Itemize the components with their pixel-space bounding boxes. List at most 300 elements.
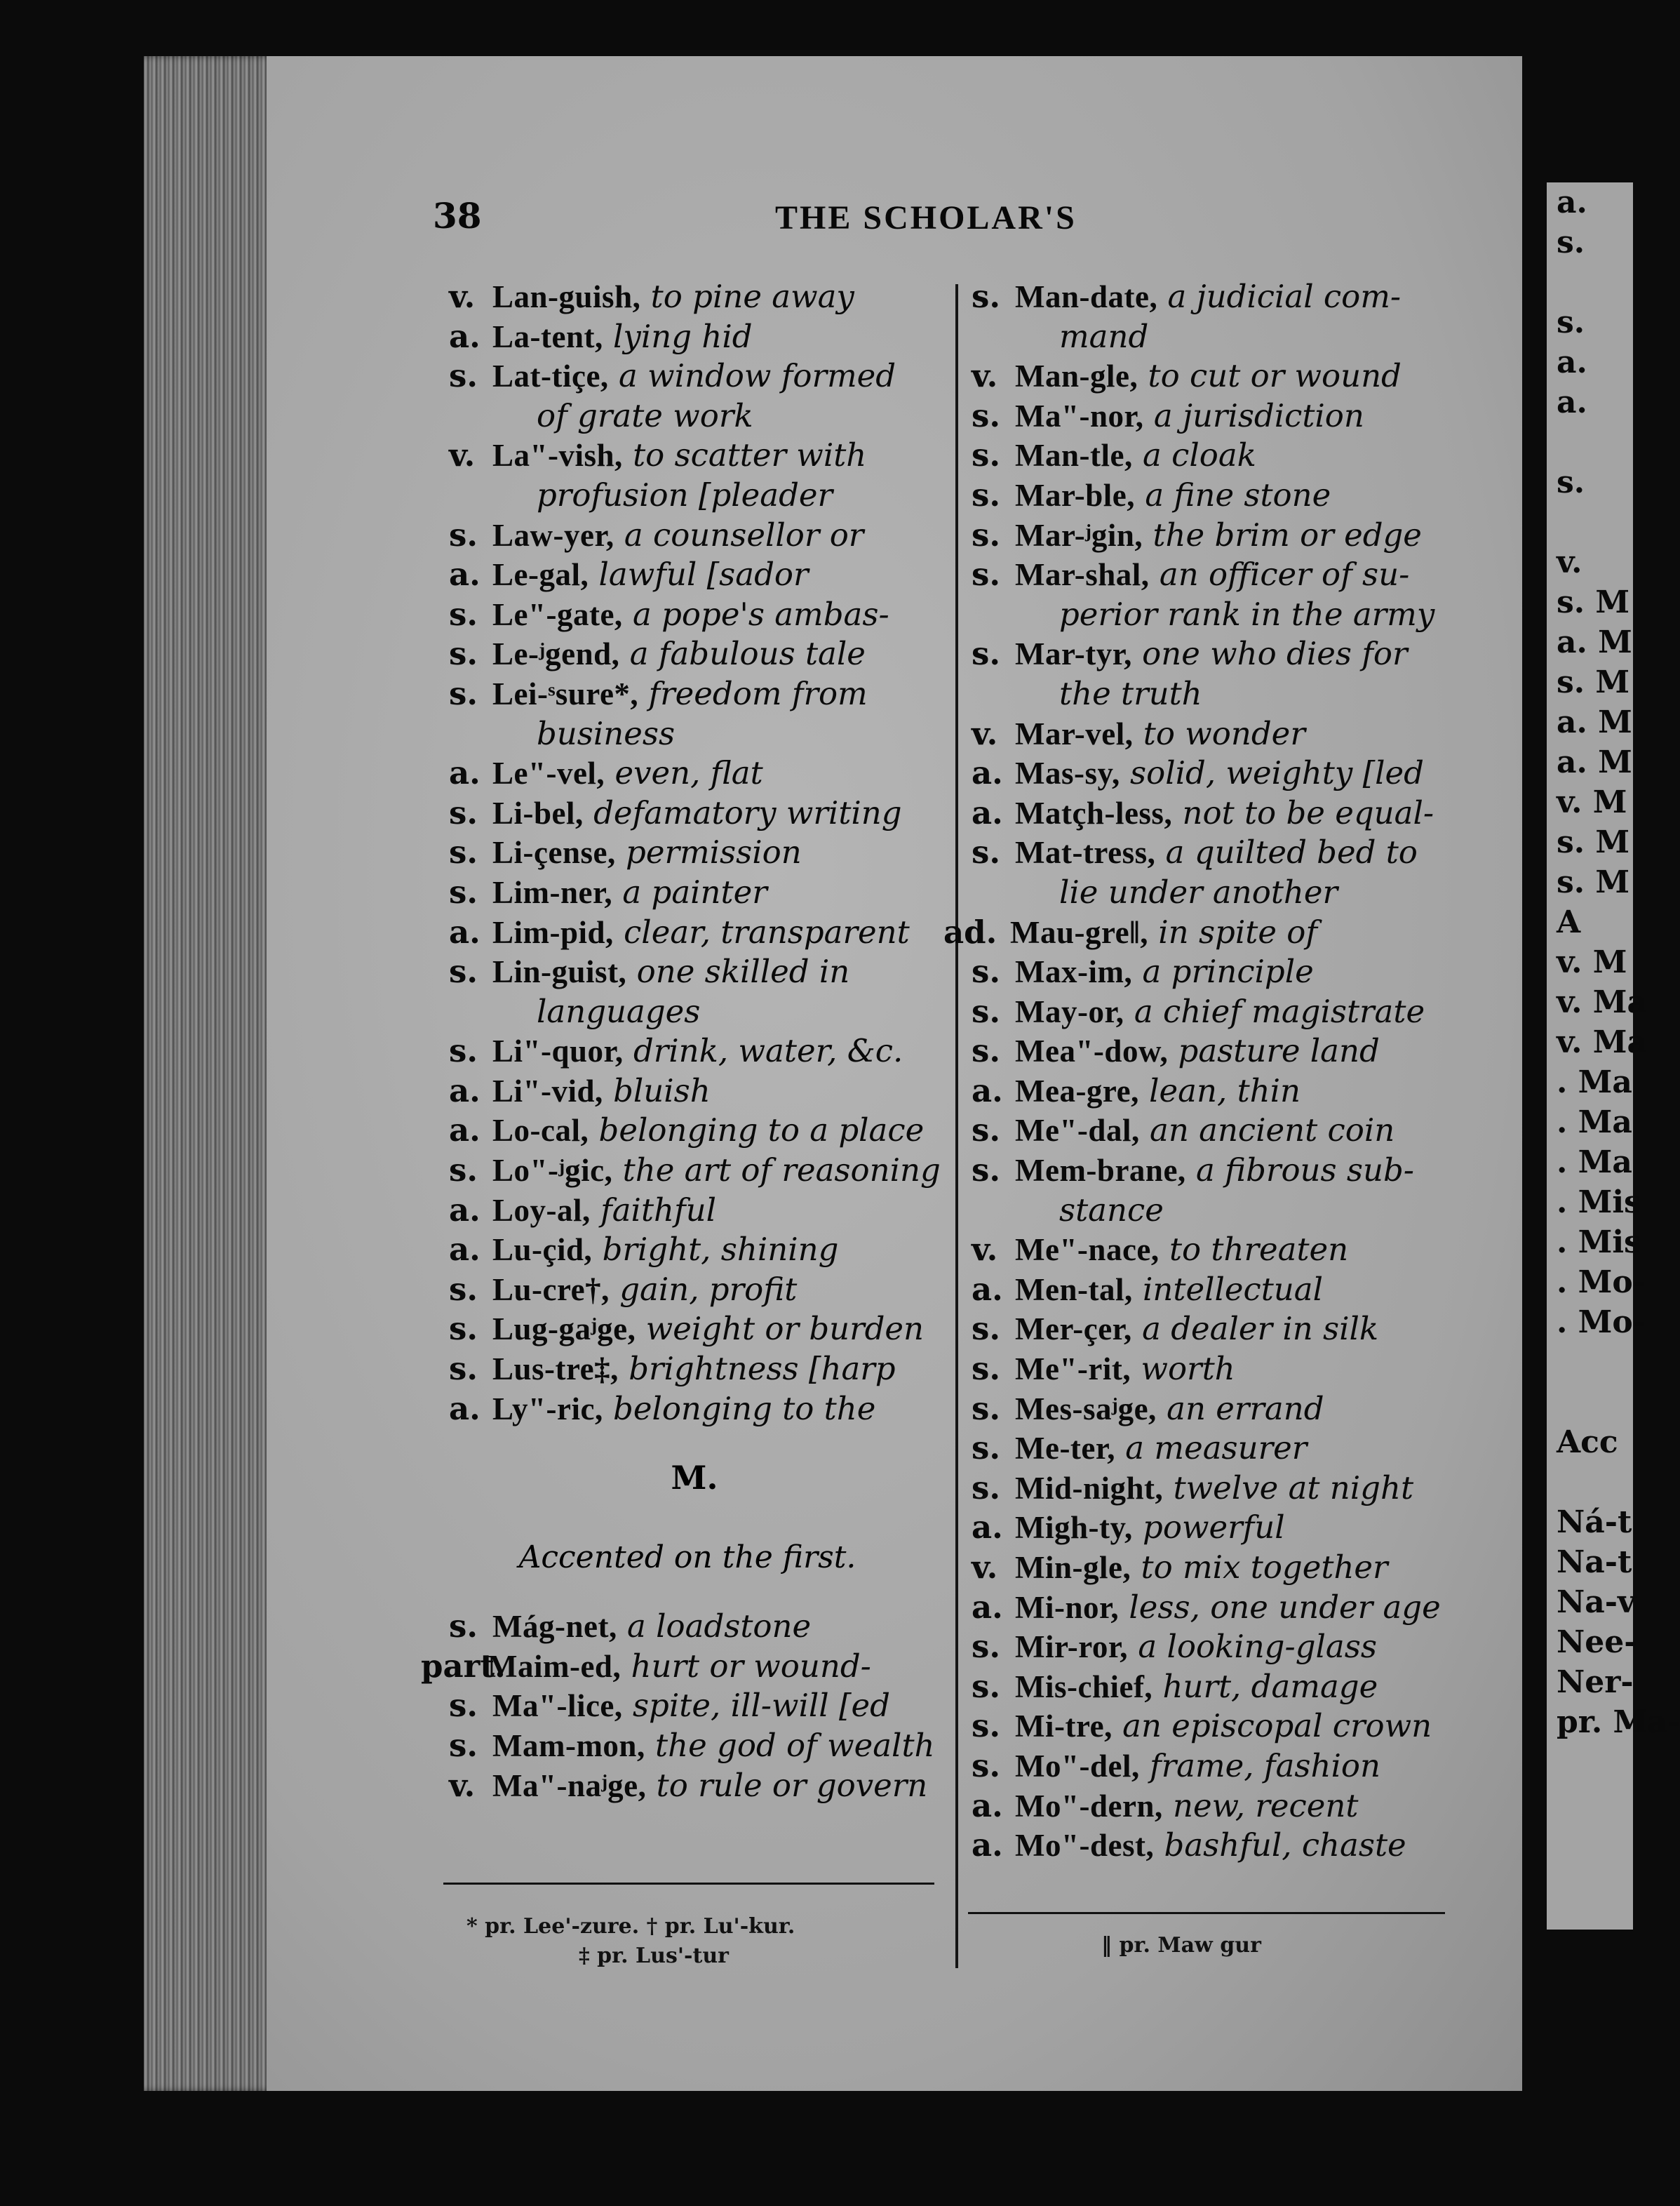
part-of-speech: s. [972,1469,1001,1506]
dictionary-entry [449,1686,954,1726]
headword: Ma"-naʲge, [492,1767,647,1803]
adjacent-page-text: . Mis [1557,1224,1641,1260]
definition: lawful [sador [589,556,809,594]
adjacent-page-text [1547,502,1633,542]
part-of-speech: a. [449,317,481,355]
definition: clear, transparent [613,913,910,951]
headword: Lu-çid, [492,1232,593,1268]
part-of-speech: s. [449,635,478,673]
part-of-speech: s. [972,476,1001,514]
dictionary-entry [972,1667,1463,1707]
adjacent-page-text: a. M [1557,704,1632,740]
part-of-speech: s. [449,834,478,871]
definition: to threaten [1159,1231,1349,1269]
adjacent-page-text: v. Ma [1557,984,1647,1020]
part-of-speech: a. [972,1786,1003,1824]
part-of-speech: a. [449,1071,481,1109]
dictionary-entry [972,1588,1463,1628]
dictionary-entry [972,1270,1463,1310]
headword: La"-vish, [492,438,623,474]
adjacent-page-text [1547,262,1633,302]
dictionary-entry [449,754,954,794]
dictionary-entry [972,1111,1463,1151]
adjacent-page-text [1547,1382,1633,1422]
adjacent-page-text: Nee- [1557,1624,1637,1660]
headword: Lug-gaʲge, [492,1311,636,1347]
headword: Mo"-dest, [1015,1828,1155,1864]
part-of-speech: a. [972,1071,1003,1109]
adjacent-page-text: a. [1557,345,1587,380]
definition: to rule or govern [646,1766,928,1804]
part-of-speech: v. [972,714,998,752]
adjacent-page-text: . Ma [1557,1064,1632,1100]
definition: the god of wealth [645,1727,935,1764]
dictionary-entry [972,1746,1463,1786]
definition: a window formed [608,357,896,395]
definition: to cut or wound [1138,357,1402,395]
dictionary-entry [972,1548,1463,1588]
adjacent-page-text: s. M [1557,824,1630,860]
part-of-speech: s. [449,516,478,554]
part-of-speech: s. [449,794,478,831]
definition: a fibrous sub- [1185,1151,1414,1189]
definition: the brim or edge [1143,516,1422,554]
headword: Le"-vel, [492,756,605,791]
part-of-speech: s. [972,396,1001,434]
headword: Mea"-dow, [1015,1034,1169,1069]
headword: Mam-mon, [492,1728,645,1763]
footnote-right: ‖ pr. Maw gur [1101,1933,1261,1958]
entry-continuation: perior rank in the army [1059,595,1435,633]
definition: weight or burden [636,1310,925,1348]
definition: bashful, chaste [1154,1826,1406,1864]
part-of-speech: v. [449,436,476,474]
part-of-speech: s. [449,1032,478,1070]
part-of-speech: a. [972,1826,1003,1864]
headword: Mir-ror, [1015,1629,1129,1665]
definition: a principle [1132,953,1314,991]
section-subtitle: Accented on the first. [518,1539,856,1576]
dictionary-entry [449,634,954,674]
headword: Le-ʲgend, [492,636,620,672]
dictionary-entry [972,1071,1463,1111]
adjacent-page-text: . Ma [1557,1104,1632,1140]
definition: a loadstone [617,1607,812,1645]
part-of-speech: s. [449,674,478,712]
headword: Me"-dal, [1015,1113,1140,1149]
dictionary-entry [449,913,954,953]
definition: a pope's ambas- [622,595,889,633]
dictionary-entry [972,754,1463,794]
part-of-speech: a. [449,1111,481,1149]
definition: spite, ill-will [ed [622,1687,890,1725]
dictionary-entry [972,1627,1463,1667]
page-title: THE SCHOLAR'S [775,199,1077,236]
headword: Men-tal, [1015,1271,1133,1307]
dictionary-entry [449,1031,954,1071]
left-column [421,277,954,1805]
headword: Mar-ble, [1015,477,1136,513]
definition: belonging to the [603,1389,876,1427]
entry-continuation: mand [1059,317,1149,355]
headword: Matçh-less, [1015,795,1173,831]
adjacent-page-text: s. [1557,225,1585,260]
dictionary-entry [972,356,1463,396]
headword: Mas-sy, [1015,756,1120,791]
definition: a counsellor or [614,516,864,554]
part-of-speech: s. [449,1350,478,1388]
headword: Man-gle, [1015,359,1138,394]
definition: twelve at night [1163,1469,1414,1506]
part-of-speech: a. [449,1231,481,1269]
part-of-speech: s. [972,1628,1001,1666]
part-of-speech: s. [449,1727,478,1764]
adjacent-page-text: a. [1557,185,1587,220]
definition: new, recent [1162,1786,1359,1824]
dictionary-entry [972,1031,1463,1071]
part-of-speech: s. [449,1270,478,1308]
part-of-speech: s. [972,278,1001,315]
part-of-speech: s. [972,556,1001,594]
definition: even, flat [605,754,763,792]
dictionary-entry [972,1508,1463,1548]
part-of-speech: s. [972,436,1001,474]
dictionary-entry [972,476,1463,516]
definition: a judicial com- [1157,278,1402,315]
adjacent-page-text: . Ma [1557,1144,1632,1180]
headword: Lim-pid, [492,914,614,950]
dictionary-entry [972,277,1463,317]
definition: powerful [1132,1509,1285,1546]
adjacent-page-text: v. M [1557,784,1627,820]
headword: Me"-nace, [1015,1232,1160,1268]
dictionary-entry [449,1766,954,1806]
adjacent-page-text [1547,422,1633,462]
dictionary-entry [972,1706,1463,1746]
headword: Lus-tre‡, [492,1351,619,1387]
headword: Mi-nor, [1015,1589,1120,1625]
definition: not to be equal- [1172,794,1434,831]
headword: Min-gle, [1015,1550,1131,1585]
dictionary-entry [449,1191,954,1231]
headword: Me-ter, [1015,1431,1115,1466]
definition: a quilted bed to [1155,834,1418,871]
part-of-speech: s. [972,953,1001,991]
adjacent-page-text: v. M [1557,944,1627,980]
definition: a looking-glass [1128,1628,1377,1666]
dictionary-entry [449,277,954,317]
part-of-speech: s. [972,1151,1001,1189]
part-of-speech: s. [449,953,478,991]
part-of-speech: s. [972,1350,1001,1388]
footnote-line: ‡ pr. Lus'-tur [579,1944,729,1968]
part-of-speech: a. [972,1588,1003,1626]
part-of-speech: s. [972,516,1001,554]
dictionary-entry [972,1826,1463,1866]
headword: May-or, [1015,994,1124,1029]
dictionary-entry [421,1647,954,1687]
headword: Loy-al, [492,1192,591,1228]
headword: Mar-ʲgin, [1015,517,1143,553]
part-of-speech: s. [972,1032,1001,1070]
dictionary-entry [943,913,1463,953]
definition: solid, weighty [led [1120,754,1424,792]
definition: a jurisdiction [1143,396,1364,434]
adjacent-page-text: s. [1557,305,1585,340]
part-of-speech: s. [972,1746,1001,1784]
definition: less, one under age [1119,1588,1441,1626]
dictionary-entry [449,1230,954,1270]
headword: Migh-ty, [1015,1510,1133,1546]
part-of-speech: s. [972,1707,1001,1745]
dictionary-entry [449,1389,954,1429]
headword: Lin-guist, [492,954,627,990]
definition: hurt or wound- [621,1647,871,1685]
part-of-speech: v. [449,278,476,315]
entry-continuation: the truth [1059,674,1202,712]
dictionary-entry [972,992,1463,1032]
part-of-speech: a. [449,556,481,594]
definition: worth [1131,1350,1235,1388]
adjacent-page-text: . Mo- [1557,1304,1646,1340]
dictionary-entry [972,1389,1463,1429]
headword: Me"-rit, [1015,1351,1131,1387]
definition: bluish [603,1071,711,1109]
entry-continuation: stance [1059,1191,1164,1229]
part-of-speech: s. [449,595,478,633]
headword: Mo"-dern, [1015,1788,1163,1824]
dictionary-entry [972,1151,1463,1191]
definition: the art of reasoning [612,1151,941,1189]
dictionary-entry [449,952,954,992]
headword: Mea-gre, [1015,1073,1139,1109]
part-of-speech: a. [972,1270,1003,1308]
dictionary-entry [449,317,954,357]
part-of-speech: a. [449,1191,481,1229]
dictionary-entry [972,436,1463,476]
dictionary-entry [449,833,954,873]
headword: Mis-chief, [1015,1669,1153,1704]
dictionary-entry [972,952,1463,992]
headword: Mer-çer, [1015,1311,1132,1347]
definition: an errand [1156,1389,1324,1427]
dictionary-entry [972,1230,1463,1270]
adjacent-page-text: . Mo- [1557,1264,1646,1300]
dictionary-entry [972,634,1463,674]
headword: Lim-ner, [492,874,613,910]
definition: intellectual [1132,1270,1323,1308]
part-of-speech: a. [972,754,1003,792]
headword: Man-date, [1015,279,1158,314]
adjacent-page-text: v. [1557,544,1582,580]
adjacent-page-text: pr. Ma- [1557,1704,1680,1740]
dictionary-entry [972,1786,1463,1826]
definition: permission [615,834,802,871]
headword: Mem-brane, [1015,1153,1186,1189]
footnote-rule [968,1912,1445,1914]
part-of-speech: part. [421,1647,506,1685]
part-of-speech: a. [449,1389,481,1427]
definition: to wonder [1133,714,1305,752]
definition: an officer of su- [1149,556,1410,594]
definition: an ancient coin [1139,1111,1395,1149]
adjacent-page-text: Na-v [1557,1584,1636,1620]
footnote-rule [443,1883,934,1885]
dictionary-entry [972,516,1463,556]
adjacent-page-text: s. M [1557,664,1630,700]
entry-continuation: of grate work [537,396,753,434]
dictionary-entry [972,555,1463,595]
dictionary-entry [449,1270,954,1310]
part-of-speech: s. [972,1429,1001,1467]
definition: a fine stone [1135,476,1331,514]
dictionary-entry [972,714,1463,754]
part-of-speech: s. [449,1310,478,1348]
definition: freedom from [638,674,868,712]
adjacent-page-text: Acc [1557,1424,1618,1460]
dictionary-entry [449,873,954,913]
dictionary-entry [449,436,954,476]
headword: Law-yer, [492,517,614,553]
headword: Man-tle, [1015,438,1133,474]
definition: to pine away [640,278,854,315]
definition: defamatory writing [583,794,902,831]
adjacent-page-text: Ná-t [1557,1504,1632,1540]
part-of-speech: s. [972,635,1001,673]
adjacent-page-text: . Mis [1557,1184,1641,1220]
adjacent-page-text: v. Ma [1557,1024,1647,1060]
headword: La-tent, [492,319,603,354]
dictionary-entry [449,555,954,595]
adjacent-page-fragment [1547,182,1680,1930]
part-of-speech: s. [449,1151,478,1189]
headword: Mo"-del, [1015,1748,1140,1784]
adjacent-page-text: Na-t [1557,1544,1632,1580]
headword: Mar-tyr, [1015,636,1132,672]
headword: Lo-cal, [492,1113,589,1149]
dictionary-entry [972,1429,1463,1469]
definition: brightness [harp [618,1350,896,1388]
part-of-speech: v. [449,1766,476,1804]
definition: hurt, damage [1153,1667,1378,1705]
part-of-speech: s. [449,1687,478,1725]
headword: Li-çense, [492,835,616,871]
part-of-speech: a. [449,913,481,951]
headword: Li-bel, [492,795,584,831]
definition: one who dies for [1131,635,1408,673]
column-divider [955,284,958,1968]
headword: Lei-ˢsure*, [492,676,639,711]
dictionary-entry [972,833,1463,873]
headword: Ly"-ric, [492,1391,603,1426]
part-of-speech: v. [972,357,998,395]
headword: Mau-gre‖, [1010,914,1148,950]
dictionary-entry [449,1607,954,1647]
headword: Lu-cre†, [492,1271,610,1307]
part-of-speech: s. [972,1310,1001,1348]
dictionary-entry [449,794,954,834]
definition: lean, thin [1138,1071,1301,1109]
part-of-speech: v. [972,1231,998,1269]
headword: Le"-gate, [492,596,623,632]
headword: Mi-tre, [1015,1709,1113,1744]
part-of-speech: s. [972,992,1001,1030]
definition: in spite of [1148,913,1318,951]
definition: lying hid [603,317,753,355]
book-page-edges [144,56,277,2091]
definition: a dealer in silk [1131,1310,1379,1348]
part-of-speech: s. [972,834,1001,871]
entry-continuation: business [537,714,676,752]
headword: Mar-shal, [1015,557,1150,593]
dictionary-entry [449,356,954,396]
headword: Lo"-ʲgic, [492,1153,613,1189]
definition: one skilled in [626,953,850,991]
dictionary-entry [449,595,954,635]
definition: frame, fashion [1139,1746,1380,1784]
dictionary-entry [449,1151,954,1191]
definition: a fabulous tale [619,635,866,673]
dictionary-entry [449,674,954,714]
adjacent-page-text: a. M [1557,744,1632,780]
adjacent-page-text: A [1557,904,1581,940]
dictionary-entry [972,396,1463,436]
entry-continuation: profusion [pleader [537,476,833,514]
definition: a measurer [1115,1429,1308,1467]
definition: to mix together [1131,1549,1388,1586]
definition: pasture land [1168,1032,1380,1070]
dictionary-entry [449,516,954,556]
headword: Maim-ed, [488,1648,621,1684]
adjacent-page-text: s. [1557,464,1585,500]
adjacent-page-text: a. [1557,385,1587,420]
part-of-speech: s. [972,1667,1001,1705]
page-number: 38 [433,195,482,236]
part-of-speech: v. [972,1549,998,1586]
part-of-speech: s. [449,873,478,911]
headword: Le-gal, [492,557,589,593]
footnote-line: * pr. Lee'-zure. † pr. Lu'-kur. [466,1914,795,1939]
definition: belonging to a place [589,1111,925,1149]
dictionary-entry [972,1349,1463,1389]
headword: Max-im, [1015,954,1133,990]
part-of-speech: s. [972,1111,1001,1149]
footnotes-left [466,1912,795,1971]
right-column [943,277,1463,1866]
headword: Ma"-nor, [1015,398,1144,434]
dictionary-entry [972,1469,1463,1509]
headword: Ma"-lice, [492,1688,623,1724]
definition: drink, water, &c. [623,1032,903,1070]
dictionary-entry [449,1349,954,1389]
headword: Mes-saʲge, [1015,1391,1157,1426]
definition: a chief magistrate [1124,992,1425,1030]
dictionary-entry [972,1309,1463,1349]
part-of-speech: a. [972,1509,1003,1546]
adjacent-page-text: a. M [1557,624,1632,660]
headword: Mid-night, [1015,1470,1164,1506]
definition: faithful [590,1191,717,1229]
part-of-speech: s. [449,1607,478,1645]
definition: to scatter with [622,436,867,474]
dictionary-entry [972,794,1463,834]
definition: an episcopal crown [1112,1707,1432,1745]
definition: bright, shining [592,1231,839,1269]
headword: Lat-tiçe, [492,359,609,394]
headword: Lan-guish, [492,279,641,314]
part-of-speech: s. [972,1389,1001,1427]
entry-continuation: lie under another [1059,873,1338,911]
